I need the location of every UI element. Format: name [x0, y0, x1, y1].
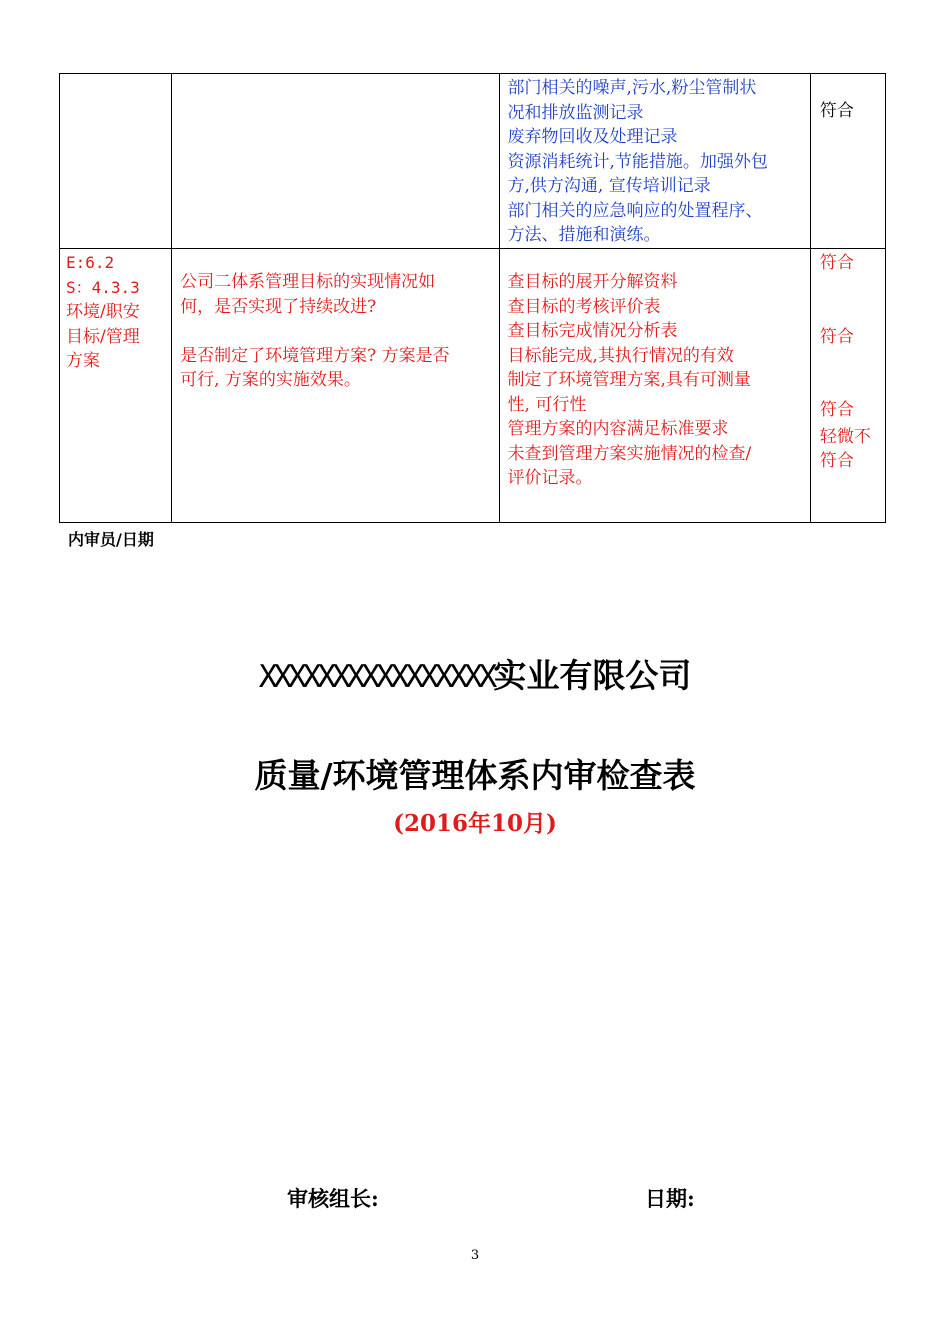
- verdict-text: 符合: [819, 326, 854, 347]
- page-number: 3: [470, 1248, 480, 1263]
- evidence-line: 性, 可行性: [507, 394, 587, 415]
- evidence-line: 未查到管理方案实施情况的检查/: [507, 443, 752, 464]
- evidence-line: 方法、措施和演练。: [507, 225, 661, 245]
- question-line: 何，是否实现了持续改进?: [180, 296, 377, 317]
- table-row: [60, 249, 886, 523]
- evidence-line: 废弃物回收及处理记录: [507, 127, 678, 147]
- question-line: 是否制定了环境管理方案? 方案是否: [180, 345, 450, 366]
- evidence-line: 部门相关的噪声,污水,粉尘管制状: [507, 78, 757, 98]
- clause-title-line: 方案: [66, 351, 100, 371]
- evidence-cell: [499, 249, 810, 523]
- evidence-line: 况和排放监测记录: [507, 102, 644, 123]
- document-date: (2016年10月): [393, 810, 557, 837]
- verdict-text: 符合: [819, 101, 854, 121]
- question-line: 可行, 方案的实施效果。: [180, 370, 361, 390]
- clause-title-line: 目标/管理: [66, 326, 140, 347]
- evidence-line: 查目标完成情况分析表: [507, 321, 678, 341]
- clause-cell: [60, 249, 172, 523]
- clause-s: S：4.3.3: [66, 277, 140, 297]
- question-cell: [172, 249, 499, 523]
- audit-leader-label: 审核组长:: [287, 1186, 379, 1211]
- table-row: [60, 74, 886, 249]
- clause-title-line: 环境/职安: [66, 302, 140, 322]
- evidence-line: 管理方案的内容满足标准要求: [507, 419, 729, 439]
- verdict-cell: [810, 74, 885, 249]
- company-name: [0, 650, 950, 697]
- question-line: 公司二体系管理目标的实现情况如: [180, 272, 436, 292]
- company-name-placeholder: XXXXXXXXXXXXXXXX: [258, 659, 494, 695]
- verdict-text: 符合: [819, 451, 854, 471]
- verdict-text: 符合: [819, 400, 854, 420]
- evidence-line: 资源消耗统计,节能措施。加强外包: [507, 151, 768, 172]
- question-cell: [172, 74, 499, 249]
- auditor-date-label: 内审员/日期: [68, 530, 154, 549]
- evidence-line: 查目标的考核评价表: [507, 296, 661, 317]
- evidence-line: 评价记录。: [507, 468, 593, 488]
- evidence-line: 方,供方沟通, 宣传培训记录: [507, 176, 711, 196]
- evidence-line: 部门相关的应急响应的处置程序、: [507, 200, 763, 221]
- clause-cell: [60, 74, 172, 249]
- verdict-text: 符合: [819, 253, 854, 273]
- evidence-line: 制定了环境管理方案,具有可测量: [507, 370, 751, 390]
- sign-date-label: 日期:: [645, 1186, 695, 1211]
- document-title: 质量/环境管理体系内审检查表: [254, 756, 696, 795]
- clause-e: E:6.2: [66, 253, 115, 272]
- verdict-text: 轻微不: [819, 426, 871, 447]
- audit-checklist-table: [59, 73, 886, 523]
- evidence-line: 目标能完成,其执行情况的有效: [507, 345, 734, 366]
- evidence-cell: [499, 74, 810, 249]
- company-name-suffix: 实业有限公司: [493, 656, 692, 695]
- evidence-line: 查目标的展开分解资料: [507, 272, 678, 292]
- verdict-cell: [810, 249, 885, 523]
